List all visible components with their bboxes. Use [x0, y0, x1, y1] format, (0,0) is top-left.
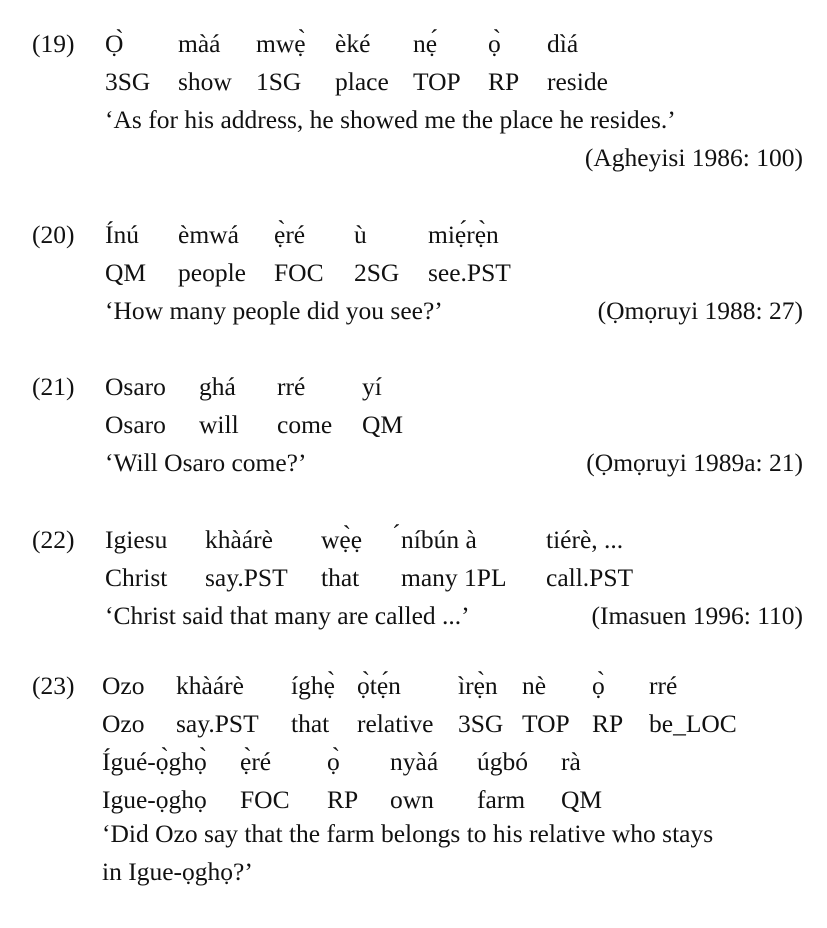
- gloss-word: 2SG: [354, 258, 400, 287]
- gloss-word: íghẹ̀: [291, 671, 335, 700]
- gloss-word: FOC: [274, 258, 324, 287]
- gloss-word: rré: [649, 671, 678, 700]
- example-number: (21): [32, 372, 75, 401]
- gloss-word: ìrẹ̀n: [458, 671, 498, 700]
- gloss-word: Ozo: [102, 709, 145, 738]
- gloss-word: ọ̀: [592, 671, 605, 700]
- translation: ‘Will Osaro come?’: [105, 448, 307, 477]
- gloss-word: miẹ́rẹ̀n: [428, 220, 499, 249]
- gloss-word: èmwá: [178, 220, 239, 249]
- gloss-word: 3SG: [105, 67, 151, 96]
- source-citation: (Agheyisi 1986: 100): [584, 143, 803, 172]
- gloss-word: people: [178, 258, 246, 287]
- gloss-word: dìá: [547, 29, 579, 58]
- source-citation: (Ọmọruyi 1989a: 21): [586, 448, 803, 477]
- gloss-word: TOP: [522, 709, 570, 738]
- gloss-word: Osaro: [105, 372, 166, 401]
- gloss-word: that: [291, 709, 330, 738]
- gloss-word: Ozo: [102, 671, 145, 700]
- gloss-word: ọ̀tẹ́n: [357, 671, 401, 700]
- gloss-word: 3SG: [458, 709, 504, 738]
- gloss-word: ọ̀: [488, 29, 501, 58]
- example-number: (23): [32, 671, 75, 700]
- translation: ‘Did Ozo say that the farm belongs to his relative who stays: [102, 819, 714, 848]
- gloss-word: many 1PL: [401, 563, 507, 592]
- gloss-word: tiérè, ...: [546, 525, 624, 554]
- gloss-word: èké: [335, 29, 371, 58]
- gloss-word: see.PST: [428, 258, 511, 287]
- gloss-word: ẹ̀ré: [274, 220, 306, 249]
- gloss-word: nyàá: [390, 747, 439, 776]
- translation: ‘How many people did you see?’: [105, 296, 443, 325]
- gloss-word: show: [178, 67, 232, 96]
- example-number: (22): [32, 525, 75, 554]
- gloss-word: farm: [477, 785, 526, 814]
- gloss-word: call.PST: [546, 563, 634, 592]
- gloss-word: rà: [561, 747, 581, 776]
- gloss-word: own: [390, 785, 434, 814]
- gloss-word: QM: [561, 785, 603, 814]
- gloss-word: yí: [362, 372, 382, 401]
- gloss-word: mwẹ̀: [256, 29, 306, 58]
- source-citation: (Imasuen 1996: 110): [591, 601, 803, 630]
- source-citation: (Ọmọruyi 1988: 27): [597, 296, 803, 325]
- gloss-word: be_LOC: [649, 709, 737, 738]
- gloss-word: khàárè: [205, 525, 273, 554]
- gloss-word: RP: [488, 67, 520, 96]
- gloss-word: ´: [392, 519, 401, 548]
- gloss-word: Ọ̀: [105, 29, 124, 58]
- gloss-word: khàárè: [176, 671, 244, 700]
- gloss-word: QM: [362, 410, 404, 439]
- gloss-word: reside: [547, 67, 608, 96]
- example-number: (20): [32, 220, 75, 249]
- gloss-word: ọ̀: [327, 747, 340, 776]
- translation: ‘As for his address, he showed me the place he resides.’: [105, 105, 676, 134]
- gloss-word: say.PST: [176, 709, 259, 738]
- gloss-word: RP: [592, 709, 624, 738]
- gloss-word: Ínú: [105, 220, 139, 249]
- gloss-word: RP: [327, 785, 359, 814]
- translation: ‘Christ said that many are called ...’: [105, 601, 470, 630]
- gloss-word: úgbó: [477, 747, 528, 776]
- gloss-word: màá: [178, 29, 221, 58]
- gloss-word: Igue-ọghọ: [102, 785, 207, 814]
- gloss-word: Igiesu: [105, 525, 168, 554]
- gloss-word: say.PST: [205, 563, 288, 592]
- gloss-word: place: [335, 67, 389, 96]
- example-number: (19): [32, 29, 75, 58]
- gloss-word: ù: [354, 220, 367, 249]
- gloss-word: ghá: [199, 372, 236, 401]
- gloss-word: wẹ̀ẹ: [321, 525, 363, 554]
- gloss-word: TOP: [413, 67, 461, 96]
- gloss-word: come: [277, 410, 333, 439]
- gloss-word: rré: [277, 372, 306, 401]
- translation-continued: in Igue-ọghọ?’: [102, 857, 253, 886]
- gloss-word: nè: [522, 671, 547, 700]
- gloss-word: ẹ̀ré: [240, 747, 272, 776]
- gloss-word: nẹ́: [413, 29, 438, 58]
- gloss-word: will: [199, 410, 239, 439]
- gloss-word: Osaro: [105, 410, 166, 439]
- gloss-word: níbún à: [401, 525, 477, 554]
- gloss-word: FOC: [240, 785, 290, 814]
- gloss-word: Christ: [105, 563, 168, 592]
- gloss-word: that: [321, 563, 360, 592]
- gloss-word: 1SG: [256, 67, 302, 96]
- gloss-word: QM: [105, 258, 147, 287]
- gloss-word: relative: [357, 709, 434, 738]
- gloss-word: Ígué-ọ̀ghọ̀: [102, 747, 207, 776]
